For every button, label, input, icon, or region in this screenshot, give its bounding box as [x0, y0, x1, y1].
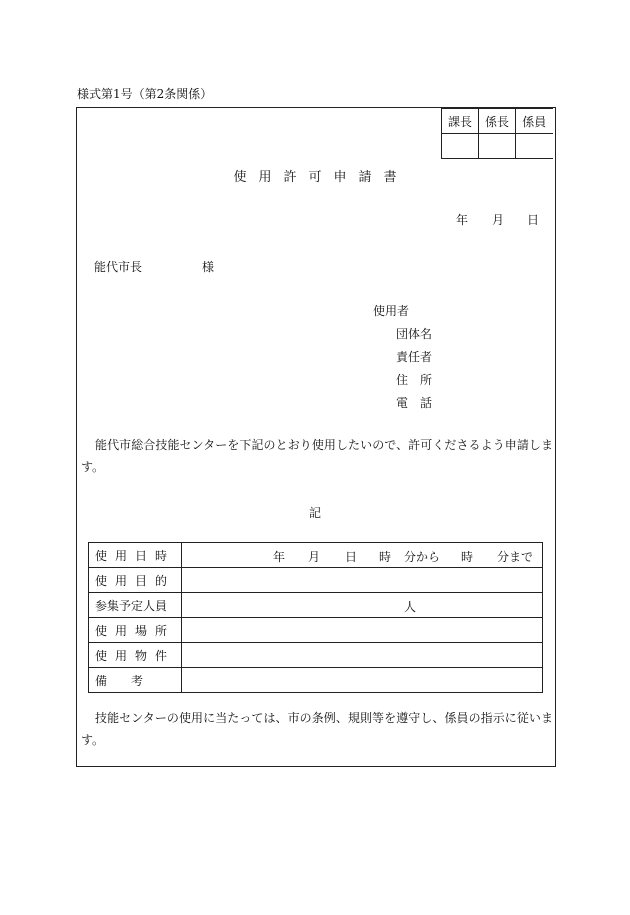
- row-label-usage-purpose: 使用目的: [89, 568, 182, 593]
- dt-minute-from: 分から: [404, 550, 441, 564]
- approval-stamp-table: [441, 108, 553, 159]
- dt-minute-to: 分まで: [497, 550, 534, 564]
- applicant-field-organization[interactable]: 団体名: [396, 327, 433, 341]
- table-row: [89, 668, 543, 693]
- expected-attendees-field[interactable]: [182, 593, 543, 618]
- stamp-box-staff[interactable]: [516, 134, 553, 159]
- stamp-header-subsection-chief: 係長: [479, 109, 516, 134]
- usage-table: [88, 542, 543, 693]
- form-number: 様式第1号（第2条関係）: [77, 87, 213, 101]
- usage-items-field[interactable]: [182, 643, 543, 668]
- table-row: [89, 643, 543, 668]
- usage-location-field[interactable]: [182, 618, 543, 643]
- date-month-label: 月: [492, 213, 505, 227]
- row-label-usage-items: 使用物件: [89, 643, 182, 668]
- row-label-remarks: 備 考: [89, 668, 182, 693]
- request-text: 能代市総合技能センターを下記のとおり使用したいので、許可くださるよう申請します。: [81, 438, 553, 474]
- honorific: 様: [202, 260, 215, 274]
- table-row: [89, 618, 543, 643]
- applicant-label: 使用者: [373, 304, 410, 318]
- addressee: 能代市長: [94, 260, 143, 274]
- row-label-usage-location: 使用場所: [89, 618, 182, 643]
- usage-purpose-field[interactable]: [182, 568, 543, 593]
- row-label-expected-attendees: 参集予定人員: [89, 593, 182, 618]
- closing-text: 技能センターの使用に当たっては、市の条例、規則等を遵守し、係員の指示に従います。: [81, 711, 553, 747]
- dt-hour-from: 時: [379, 550, 392, 564]
- applicant-field-address[interactable]: 住 所: [396, 373, 433, 387]
- row-label-usage-datetime: 使用日時: [89, 543, 182, 568]
- table-row: [89, 568, 543, 593]
- usage-datetime-field[interactable]: [182, 543, 543, 568]
- table-row: [89, 543, 543, 568]
- dt-month: 月: [308, 550, 321, 564]
- people-unit: 人: [404, 600, 417, 614]
- date-year-label: 年: [456, 213, 469, 227]
- stamp-header-section-chief: 課長: [442, 109, 479, 134]
- applicant-field-responsible[interactable]: 責任者: [396, 350, 433, 364]
- remarks-field[interactable]: [182, 668, 543, 693]
- dt-day: 日: [345, 550, 358, 564]
- dt-hour-to: 時: [461, 550, 474, 564]
- stamp-header-staff: 係員: [516, 109, 553, 134]
- table-row: [89, 593, 543, 618]
- stamp-box-subsection-chief[interactable]: [479, 134, 516, 159]
- applicant-field-phone[interactable]: 電 話: [396, 396, 433, 410]
- stamp-box-section-chief[interactable]: [442, 134, 479, 159]
- date-day-label: 日: [527, 213, 540, 227]
- dt-year: 年: [273, 550, 286, 564]
- form-title: 使用許可申請書: [233, 170, 409, 185]
- ki-label: 記: [308, 506, 321, 520]
